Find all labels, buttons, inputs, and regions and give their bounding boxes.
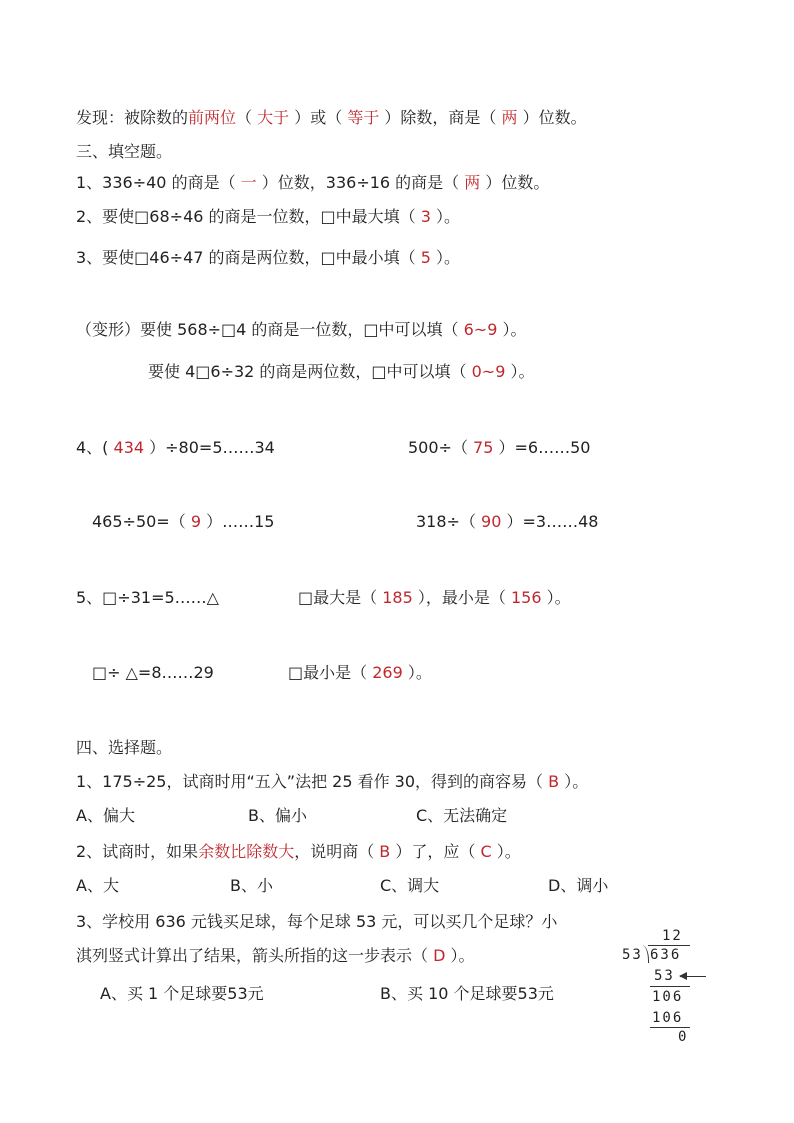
sec3-q4d [416, 512, 598, 532]
text: 发现：被除数的 [76, 108, 189, 127]
highlight: 前两位 [188, 108, 237, 127]
answer: 9 [190, 512, 201, 531]
answer: 6~9 [463, 320, 498, 339]
section-4-title: 四、选择题。 [76, 738, 173, 757]
answer: 等于 [347, 108, 380, 127]
sec3-q1 [76, 173, 549, 193]
answer: D [433, 946, 446, 965]
arrow-left-icon [680, 976, 706, 977]
text: ）。 [430, 248, 460, 267]
text: （变形）要使 568÷□4 的商是一位数，□中可以填（ [76, 320, 464, 339]
answer: 434 [113, 438, 145, 457]
division-step-1: 53 [654, 968, 675, 984]
text: 4、( [76, 438, 114, 457]
sec4-q2 [76, 842, 521, 862]
text: （ [236, 108, 258, 127]
sec3-q5b [298, 588, 571, 608]
text: ）。 [430, 207, 460, 226]
text: ）位数。 [517, 108, 587, 127]
text: 淇列竖式计算出了结果，箭头所指的这一步表示（ [76, 946, 434, 965]
sec4-q1-option-b: B、偏小 [248, 806, 307, 825]
text: □最小是（ [288, 663, 373, 682]
answer: 269 [372, 663, 403, 682]
text: 1、336÷40 的商是（ [76, 173, 241, 192]
text: 要使 4□6÷32 的商是两位数，□中可以填（ [148, 362, 472, 381]
sec4-q3-option-a: A、买 1 个足球要53元 [100, 984, 264, 1003]
text: ）。 [541, 588, 571, 607]
highlight: 余数比除数大 [198, 842, 295, 861]
sec4-q3-option-b: B、买 10 个足球要53元 [380, 984, 554, 1003]
division-quotient: 12 [662, 928, 683, 944]
text: ）。 [505, 362, 535, 381]
answer: 185 [382, 588, 413, 607]
text: ）=6……50 [493, 438, 591, 457]
text: ）。 [559, 772, 589, 791]
answer: C [480, 842, 492, 861]
division-bracket [642, 945, 649, 963]
answer: 两 [501, 108, 518, 127]
answer: 一 [240, 173, 257, 192]
sec3-q4b [408, 438, 590, 458]
text: 500÷（ [408, 438, 474, 457]
text: ）。 [497, 320, 527, 339]
text: ）或（ [289, 108, 348, 127]
answer: B [379, 842, 391, 861]
division-rule-1 [650, 986, 690, 987]
sec4-q2-option-d: D、调小 [548, 876, 609, 895]
sec4-q1 [76, 772, 588, 792]
division-remainder-2: 0 [678, 1029, 689, 1045]
sec3-q4a [76, 438, 275, 458]
sec3-q5a: 5、□÷31=5……△ [76, 588, 219, 607]
answer: B [548, 772, 560, 791]
text: 2、试商时，如果 [76, 842, 199, 861]
sec4-q2-option-a: A、大 [76, 876, 119, 895]
text: ）了，应（ [390, 842, 481, 861]
division-bracket-top [648, 945, 690, 946]
text: 465÷50=（ [92, 512, 191, 531]
division-rule-2 [650, 1027, 690, 1028]
sec4-q1-option-c: C、无法确定 [416, 806, 508, 825]
text: ）位数，336÷16 的商是（ [256, 173, 465, 192]
sec4-q2-option-c: C、调大 [380, 876, 440, 895]
text: ）÷80=5……34 [144, 438, 275, 457]
sec3-q3 [76, 248, 460, 268]
answer: 3 [420, 207, 431, 226]
division-remainder-1: 106 [652, 989, 684, 1005]
sec4-q2-option-b: B、小 [230, 876, 273, 895]
answer: 5 [420, 248, 431, 267]
division-step-2: 106 [652, 1010, 684, 1026]
text: ）……15 [201, 512, 275, 531]
answer: 156 [510, 588, 542, 607]
sec3-q4c [92, 512, 274, 532]
text: 2、要使□68÷46 的商是一位数，□中最大填（ [76, 207, 421, 226]
text: 1、175÷25，试商时用“五入”法把 25 看作 30，得到的商容易（ [76, 772, 549, 791]
text: 318÷（ [416, 512, 482, 531]
text: ）=3……48 [501, 512, 599, 531]
sec3-q5c: □÷ △=8……29 [92, 663, 214, 682]
answer: 90 [481, 512, 502, 531]
sec4-q1-option-a: A、偏大 [76, 806, 135, 825]
text: ）。 [445, 946, 475, 965]
section-3-title: 三、填空题。 [76, 142, 173, 161]
text: ）。 [402, 663, 432, 682]
answer: 大于 [257, 108, 290, 127]
text: ，说明商（ [294, 842, 380, 861]
answer: 0~9 [471, 362, 506, 381]
text: ）。 [491, 842, 521, 861]
text: □最大是（ [298, 588, 383, 607]
answer: 75 [473, 438, 494, 457]
answer: 两 [464, 173, 481, 192]
text: ），最小是（ [412, 588, 511, 607]
sec3-q2 [76, 207, 460, 227]
sec4-q3-line1: 3、学校用 636 元钱买足球，每个足球 53 元，可以买几个足球？小 [76, 912, 558, 931]
sec4-q3-line2 [76, 946, 475, 966]
discover-line [76, 108, 587, 128]
text: ）除数，商是（ [379, 108, 502, 127]
sec3-variant-2 [148, 362, 534, 382]
text: ）位数。 [480, 173, 550, 192]
sec3-variant-1 [76, 320, 526, 340]
division-divisor: 53 [622, 947, 643, 963]
text: 3、要使□46÷47 的商是两位数，□中最小填（ [76, 248, 421, 267]
sec3-q5d [288, 663, 432, 683]
division-dividend: 636 [650, 947, 682, 963]
